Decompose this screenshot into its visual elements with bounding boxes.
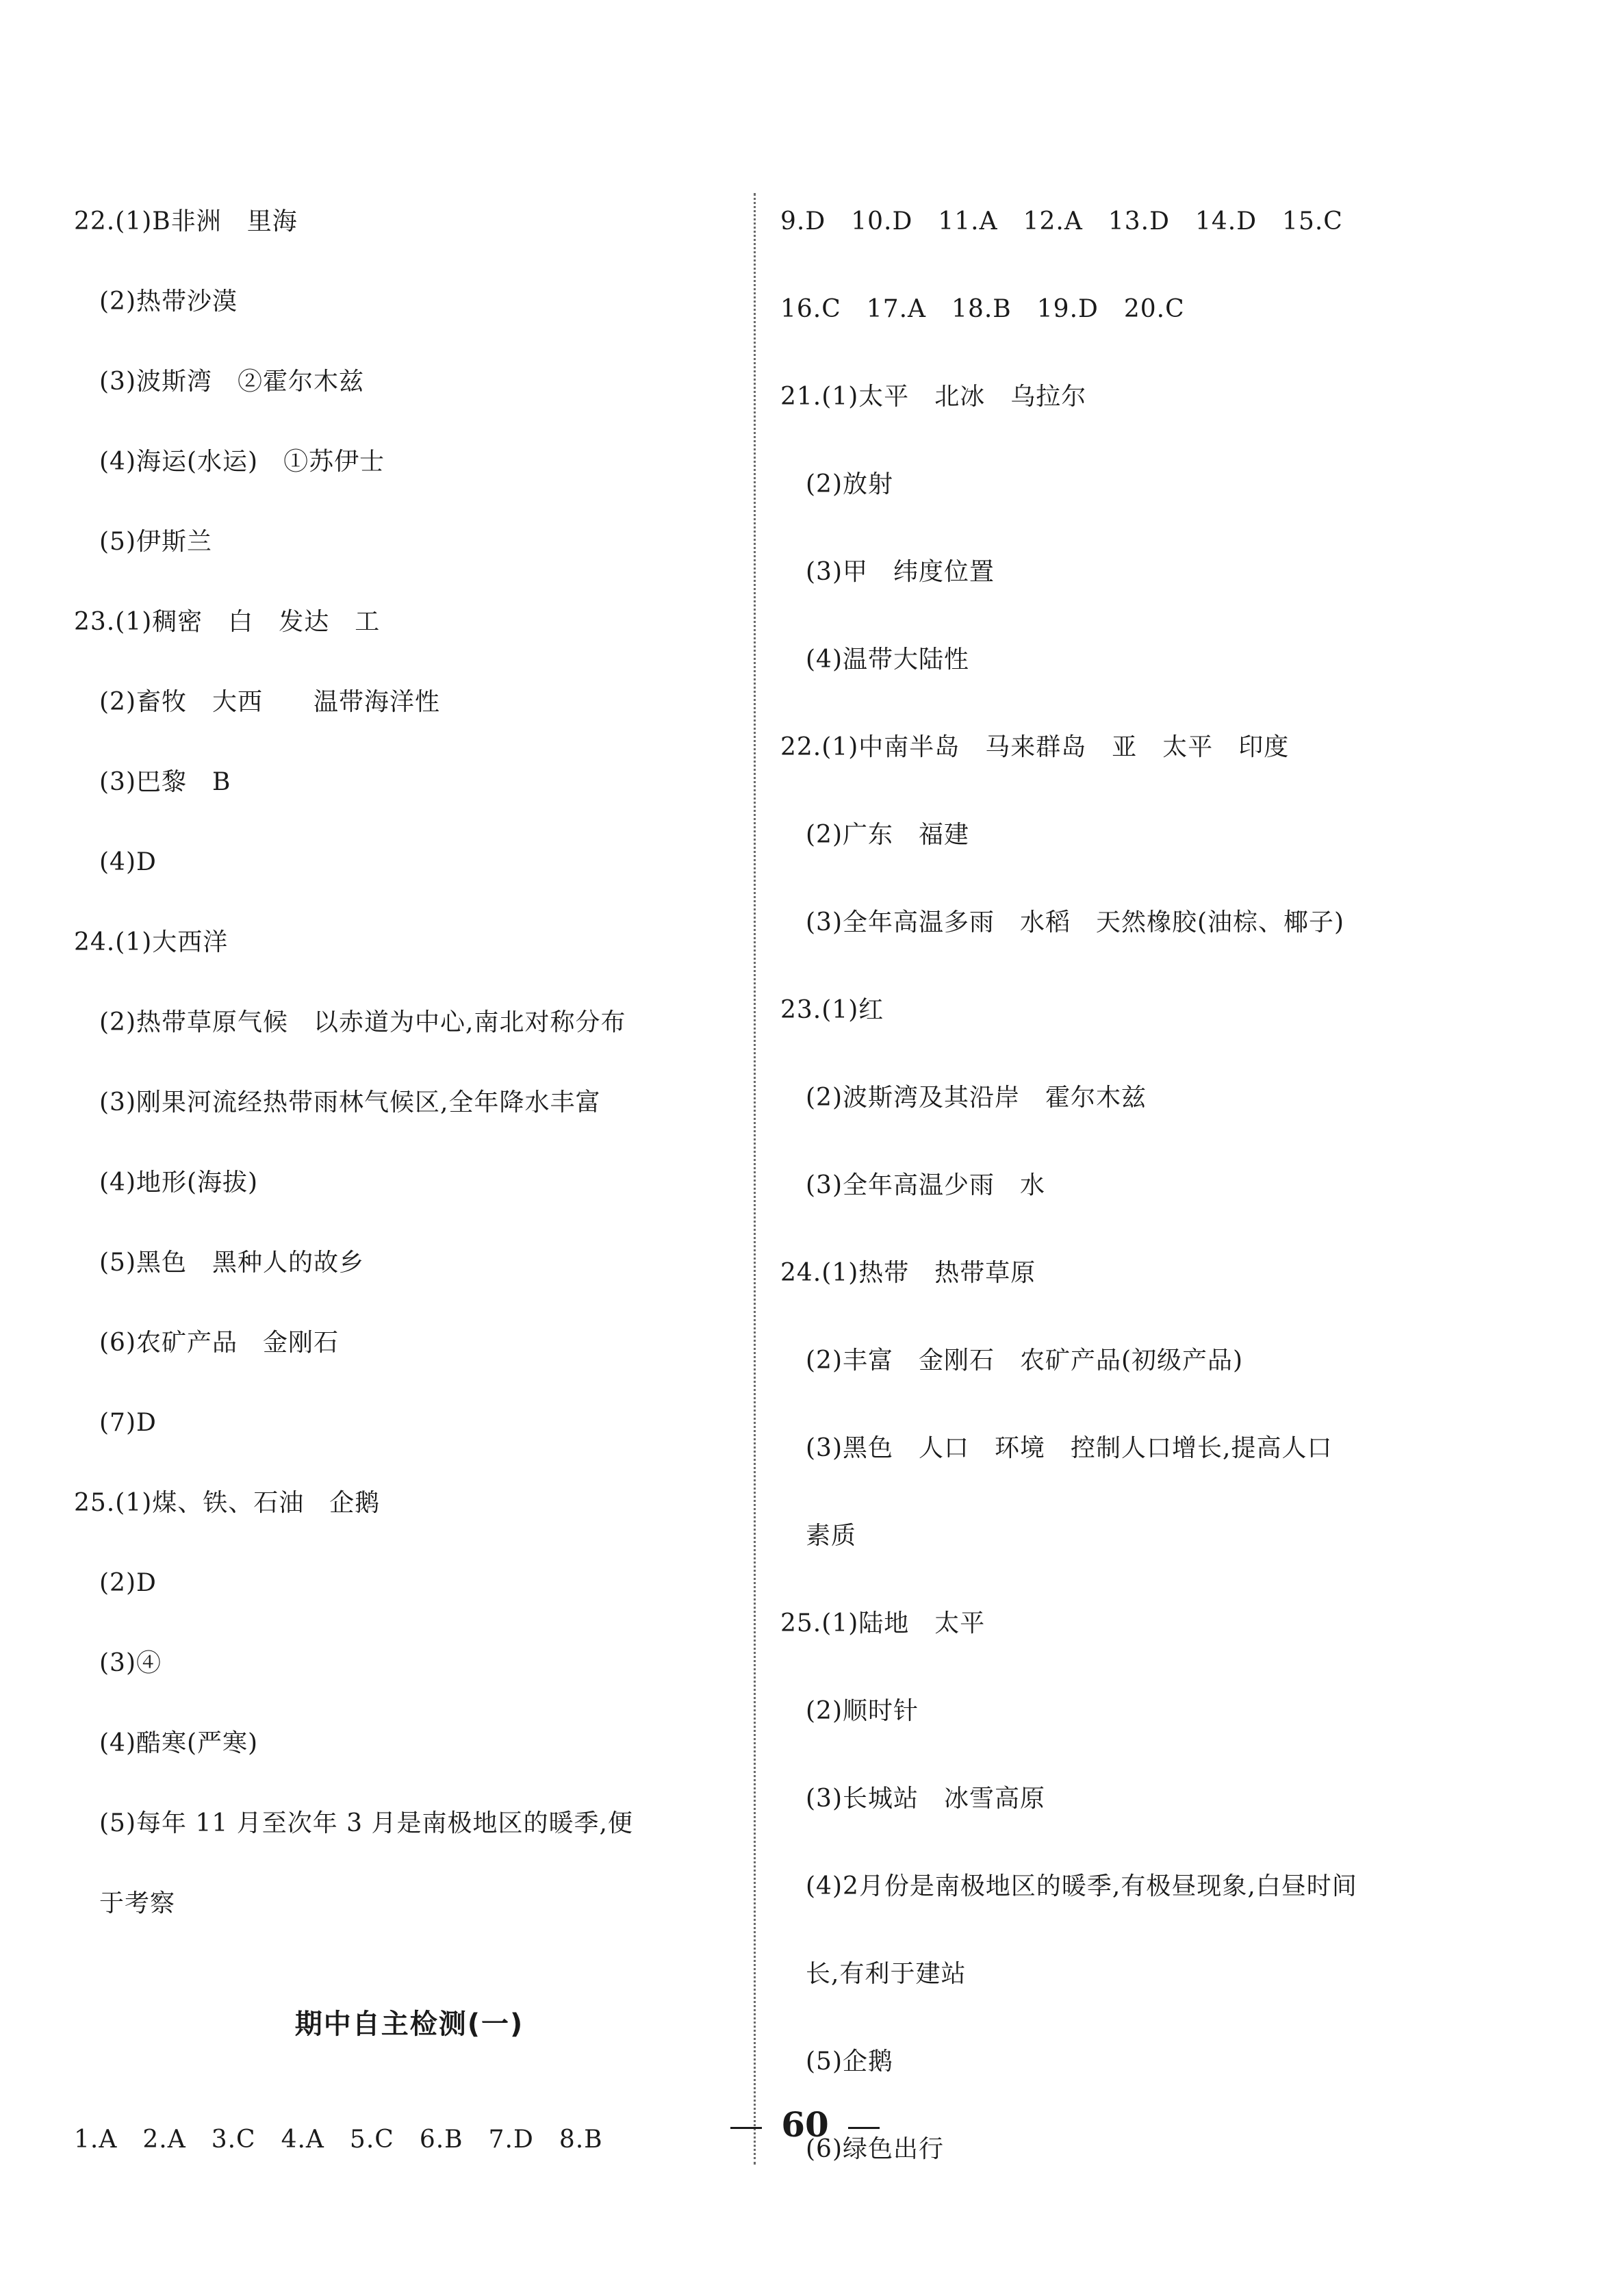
dash-left xyxy=(730,2127,762,2129)
page-number-text: 60 xyxy=(781,2104,829,2145)
answer-line: (2)热带沙漠 xyxy=(74,288,238,316)
answer-line: 24.(1)热带 热带草原 xyxy=(780,1259,1036,1287)
answer-line: (4)地形(海拔) xyxy=(74,1169,259,1197)
answer-line: 24.(1)大西洋 xyxy=(74,928,229,956)
answer-line: 于考察 xyxy=(74,1889,176,1917)
answer-line: (2)热带草原气候 以赤道为中心,南北对称分布 xyxy=(74,1008,626,1036)
answer-line: (4)2月份是南极地区的暖季,有极昼现象,白昼时间 xyxy=(780,1872,1357,1900)
answer-line: 21.(1)太平 北冰 乌拉尔 xyxy=(780,383,1087,411)
answer-line: (3)波斯湾 ②霍尔木兹 xyxy=(74,368,364,396)
answer-line: (2)广东 福建 xyxy=(780,821,969,849)
answer-line: (4)D xyxy=(74,848,157,876)
answer-line: (5)黑色 黑种人的故乡 xyxy=(74,1249,364,1277)
answer-line: 25.(1)陆地 太平 xyxy=(780,1609,986,1637)
page-number xyxy=(0,2104,1610,2145)
answer-line: 22.(1)中南半岛 马来群岛 亚 太平 印度 xyxy=(780,733,1290,761)
answer-line: (6)农矿产品 金刚石 xyxy=(74,1329,339,1357)
answer-line: 长,有利于建站 xyxy=(780,1960,967,1988)
answer-line: (3)甲 纬度位置 xyxy=(780,558,995,586)
answer-line: (3)刚果河流经热带雨林气候区,全年降水丰富 xyxy=(74,1088,601,1117)
column-divider xyxy=(754,193,756,2165)
answer-line: (5)企鹅 xyxy=(780,2048,893,2076)
answer-line: 22.(1)B非洲 里海 xyxy=(74,207,298,235)
answer-line: 16.C 17.A 18.B 19.D 20.C xyxy=(780,295,1185,323)
answer-line: 1.A 2.A 3.C 4.A 5.C 6.B 7.D 8.B xyxy=(74,2126,603,2154)
answer-line: 9.D 10.D 11.A 12.A 13.D 14.D 15.C xyxy=(780,207,1343,235)
answer-line: 23.(1)红 xyxy=(780,996,884,1024)
answer-line: (4)海运(水运) ①苏伊士 xyxy=(74,448,385,476)
answer-line: (4)温带大陆性 xyxy=(780,646,969,674)
answer-line: (2)D xyxy=(74,1569,157,1597)
answer-line: (5)伊斯兰 xyxy=(74,528,212,556)
answer-line: (2)顺时针 xyxy=(780,1697,919,1725)
answer-line: 素质 xyxy=(780,1522,857,1550)
answer-line: (2)放射 xyxy=(780,470,893,498)
answer-line: (3)巴黎 B xyxy=(74,768,231,796)
answer-line: (2)丰富 金刚石 农矿产品(初级产品) xyxy=(780,1347,1244,1375)
answer-line: 23.(1)稠密 白 发达 工 xyxy=(74,608,381,636)
answer-line: (3)黑色 人口 环境 控制人口增长,提高人口 xyxy=(780,1434,1333,1462)
answer-line: (5)每年 11 月至次年 3 月是南极地区的暖季,便 xyxy=(74,1809,633,1837)
section-title: 期中自主检测(一) xyxy=(294,2008,524,2040)
answer-line: (3)长城站 冰雪高原 xyxy=(780,1785,1045,1813)
answer-line: 25.(1)煤、铁、石油 企鹅 xyxy=(74,1489,381,1517)
answer-line: (2)波斯湾及其沿岸 霍尔木兹 xyxy=(780,1084,1147,1112)
answer-line: (3)全年高温少雨 水 xyxy=(780,1171,1045,1199)
dash-right xyxy=(848,2127,880,2129)
answer-line: (7)D xyxy=(74,1409,157,1437)
answer-line: (3)全年高温多雨 水稻 天然橡胶(油棕、椰子) xyxy=(780,908,1345,936)
answer-line: (2)畜牧 大西 温带海洋性 xyxy=(74,688,440,716)
answer-line: (6)绿色出行 xyxy=(780,2135,944,2163)
answer-line: (3)④ xyxy=(74,1649,162,1677)
answer-line: (4)酷寒(严寒) xyxy=(74,1729,259,1757)
